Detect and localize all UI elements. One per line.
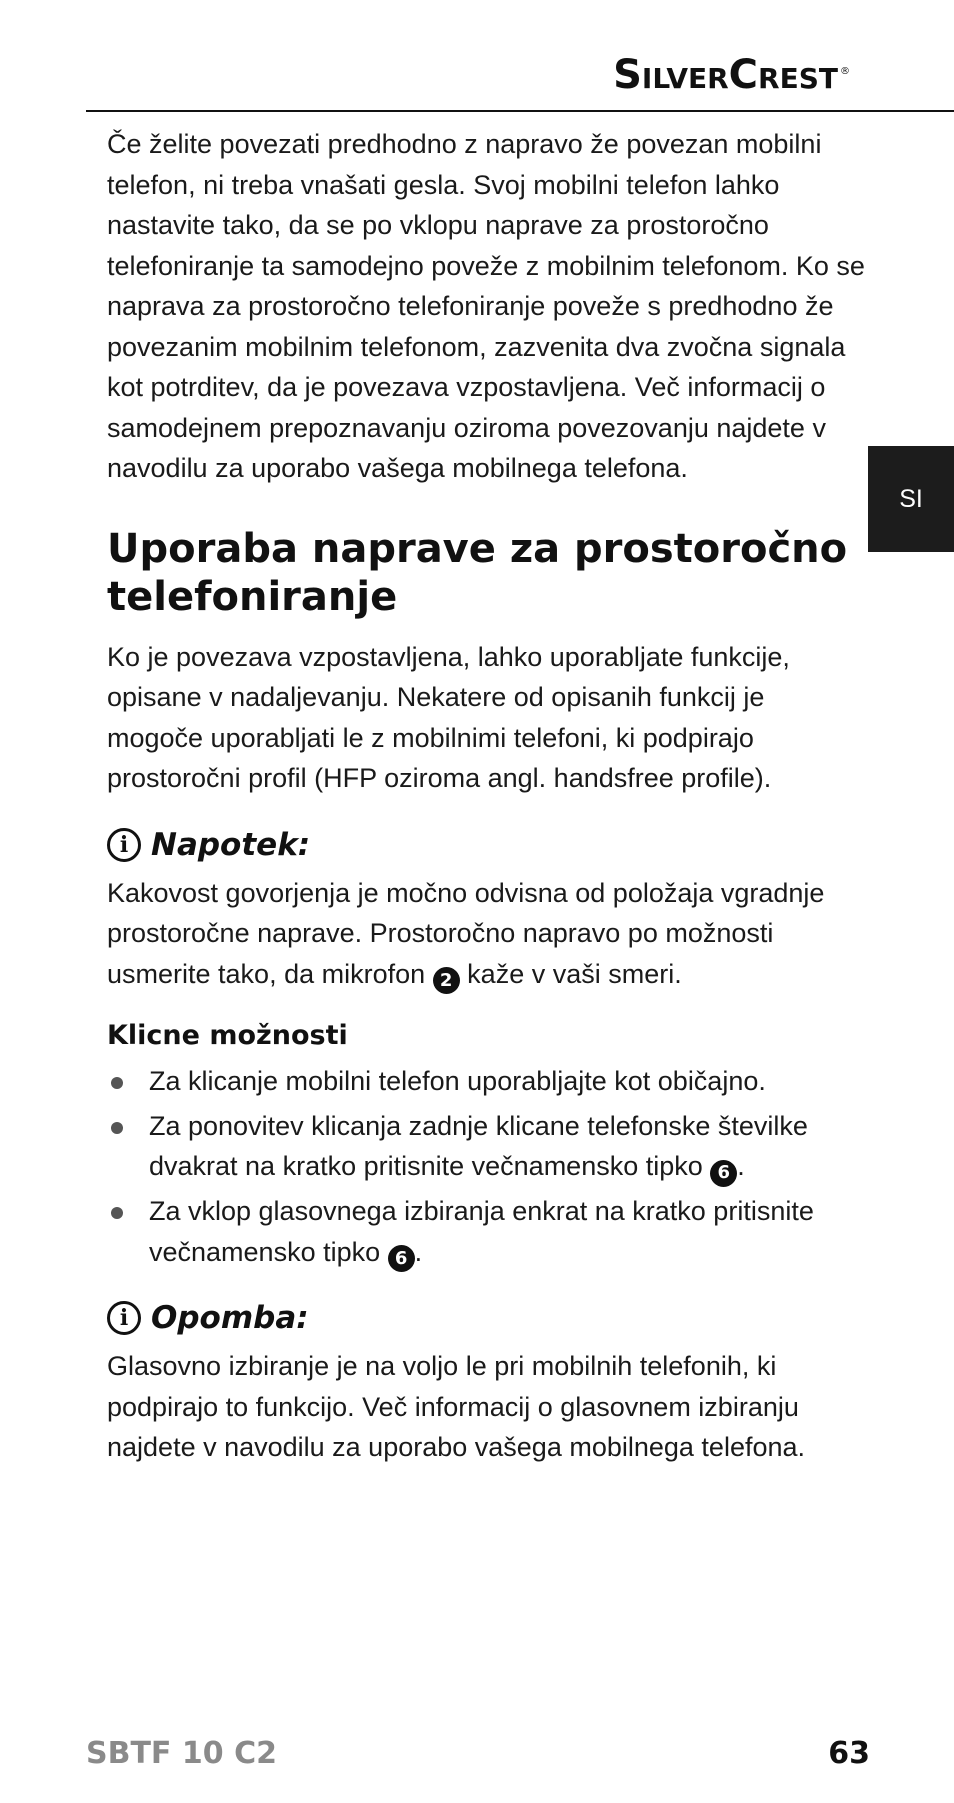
list-item [107,1061,867,1102]
note1-title: Napotek: [151,826,311,863]
microphone-ref-badge: 2 [433,967,460,994]
list-item-after: . [737,1151,745,1182]
button-ref-badge: 6 [388,1245,415,1272]
bullet-icon [111,1207,123,1219]
note2-heading [107,1300,867,1336]
list-item-text: Za ponovitev klicanja zadnje klicane telefonske številke dvakrat na kratko pritisnite večnamensko tipko [149,1110,808,1182]
language-tab [868,446,954,552]
page-number: 63 [828,1736,870,1771]
section-heading: Uporaba naprave za prostoročno telefoniranje [107,525,848,620]
footer-model: SBTF 10 C2 [86,1736,277,1771]
page-content [107,124,867,1468]
info-icon: i [107,828,141,862]
brand-logo [613,52,850,98]
intro-paragraph: Če želite povezati predhodno z napravo že povezan mobilni telefon, ni treba vnašati gesla. Svoj mobilni telefon lahko nastavite tako, da se po vklopu naprave za prostoročno telefoniranje ta samodejno poveže z mobilnim telefonom. Ko se naprava za prostoročno telefoniranje poveže s predhodno že povezanim mobilnim telefonom, zazvenita dva zvočna signala kot potrditev, da je povezava vzpostavljena. Več informacij o samodejnem prepoznavanju oziroma povezovanju najdete v navodilu za uporabo vašega mobilnega telefona. [107,129,865,483]
list-item-text: Za vklop glasovnega izbiranja enkrat na kratko pritisnite večnamensko tipko [149,1196,814,1267]
dial-options-list [107,1061,867,1272]
note1-text-after: kaže v vaši smeri. [467,958,682,989]
brand-name: SilverCrest [613,52,838,98]
button-ref-badge: 6 [710,1160,737,1187]
language-tab-label: SI [899,484,923,513]
list-item [107,1106,867,1187]
list-item-text: Za klicanje mobilni telefon uporabljajte kot običajno. [149,1066,766,1097]
note1-heading [107,827,867,863]
header-rule [86,110,954,112]
dial-options-heading: Klicne možnosti [107,1020,348,1052]
section-paragraph: Ko je povezava vzpostavljena, lahko uporabljate funkcije, opisane v nadaljevanju. Nekatere od opisanih funkcij je mogoče uporabljati le z mobilnimi telefoni, ki podpirajo prostoročni profil (HFP oziroma angl. handsfree profile). [107,641,790,793]
registered-mark: ® [840,65,850,77]
note2-title: Opomba: [151,1300,309,1337]
bullet-icon [111,1077,123,1089]
note2-paragraph: Glasovno izbiranje je na voljo le pri mobilnih telefonih, ki podpirajo to funkcijo. Več informacij o glasovnem izbiranju najdete v navodilu za uporabo vašega mobilnega telefona. [107,1351,806,1463]
note1-paragraph [107,873,867,995]
note1-text-before: Kakovost govorjenja je močno odvisna od položaja vgradnje prostoročne naprave. Prostoročno napravo po možnosti usmerite tako, da mikrofon [107,877,825,989]
list-item-after: . [414,1236,423,1267]
info-icon: i [107,1301,141,1335]
list-item [107,1191,867,1272]
bullet-icon [111,1122,123,1134]
